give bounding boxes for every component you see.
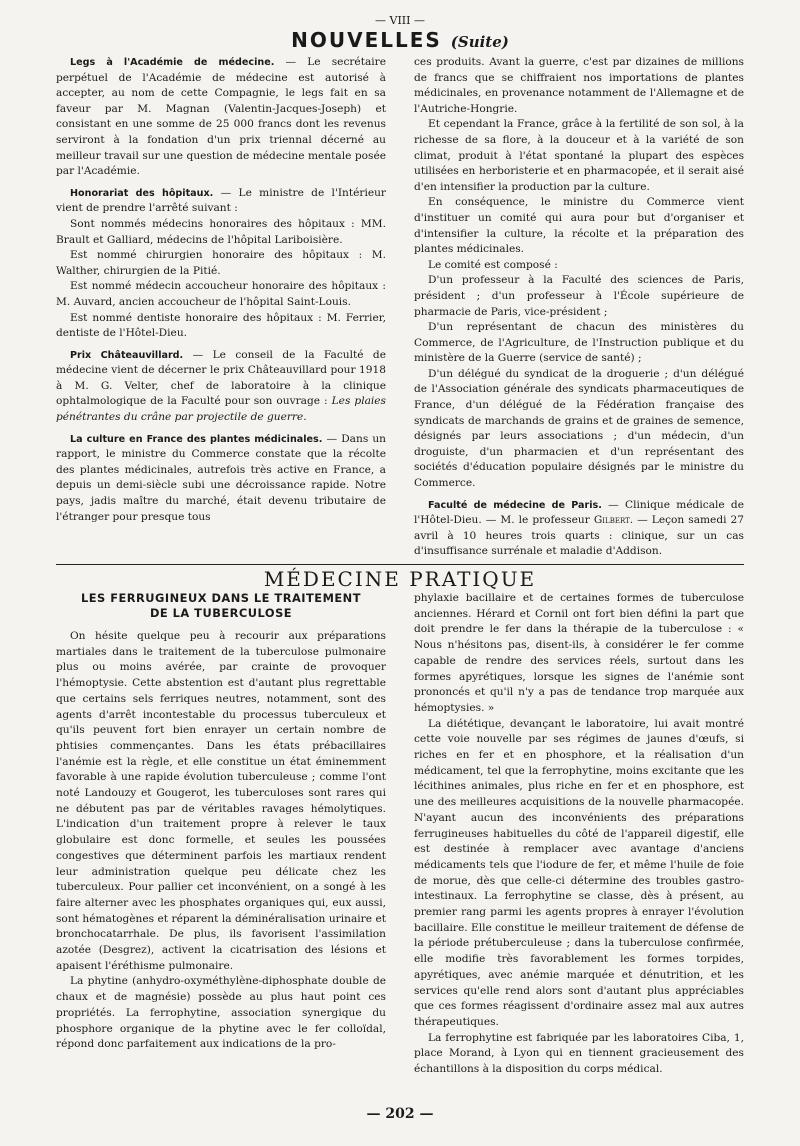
paragraph: La diététique, devançant le laboratoire, lui avait montré cette voie nouvelle par ses régimes de jaunes d'œufs, si riches en fer et en phosphore, et la réalisation d'un médicament, tel que la ferrophytine, moins excitante que les lécithines animales, plus riche en fer et en phosphore, est une des meilleures acquisitions de la nouvelle pharmacopée. N'ayant aucun des inconvénients des préparations ferrugineuses habituelles du côté de l'appareil digestif, elle est destinée à remplacer avec avantage d'anciens médicaments tels que l'iodure de fer, et même l'huile de foie de morue, dès que celle-ci détermine des troubles gastro-intestinaux. La ferrophytine se classe, dès à présent, au premier rang parmi les agents propres à enrayer l'évolution bacillaire. Elle constitue le meilleur traitement de défense de la période prétuberculeuse ; dans la tuberculose confirmée, elle modifie très favorablement les formes torpides, apyrétiques, avec anémie marquée et dénutrition, et les services qu'elle rend alors sont d'autant plus appréciables que ces formes réagissent d'ordinaire assez mal aux autres thérapeutiques. [414,717,744,1028]
paragraph: Est nommé médecin accoucheur honoraire des hôpitaux : M. Auvard, ancien accoucheur de l'hôpital Saint-Louis. [56,280,386,308]
roman-page-number: — VIII — [375,14,425,27]
pratique-left-column [56,591,386,1078]
news-heading: La culture en France des plantes médicinales. [70,433,323,445]
page-number: — 202 — [366,1106,434,1122]
nouvelles-columns [56,55,744,560]
news-heading: Faculté de médecine de Paris. [428,499,602,511]
nouvelles-left-column [56,55,386,560]
paragraph: La ferrophytine est fabriquée par les laboratoires Ciba, 1, place Morand, à Lyon qui en tiennent gracieusement des échantillons à la disposition du corps médical. [414,1031,744,1076]
news-item-prix: Prix Châteauvillard. — Le conseil de la Faculté de médecine vient de décerner le prix Châteauvillard pour 1918 à M. G. Velter, chef de laboratoire à la clinique ophtalmologique de la Faculté pour son ouvrage : Les plaies pénétrantes du crâne par projectile de guerre. [56,348,386,424]
article-title: LES FERRUGINEUX DANS LE TRAITEMENT DE LA TUBERCULOSE [80,591,361,620]
paragraph: Sont nommés médecins honoraires des hôpitaux : MM. Brault et Galliard, médecins de l'hôpital Lariboisière. [56,217,386,246]
section-divider [56,564,744,565]
news-item-culture: La culture en France des plantes médicinales. — Dans un rapport, le ministre du Commerce constate que la récolte des plantes médicinales, autrefois très active en France, a depuis un demi-siècle subi une décroissance rapide. Notre pays, jadis maître du marché, était devenu tributaire de l'étranger pour presque tous [56,432,386,523]
paragraph: On hésite quelque peu à recourir aux préparations martiales dans le traitement de la tuberculose pulmonaire plus ou moins avérée, par crainte de provoquer l'hémoptysie. Cette abstention est d'autant plus regrettable que certains sels ferriques neutres, notamment, sont des agents d'arrêt incontestable du processus tuberculeux et qu'ils peuvent fort bien enrayer un certain nombre de phtisies commençantes. Dans les états prébacillaires l'anémie est la règle, et elle constitue un état éminemment favorable à une rapide évolution tuberculeuse ; comme l'ont noté Landouzy et Gougerot, les tuberculoses sont rares qui ne débutent pas par de véritables ravages hémolytiques. L'indication d'un traitement propre à relever le taux globulaire est donc formelle, et seules les poussées congestives que déterminent parfois les martiaux rendent leur administration quelque peu délicate chez les tuberculeux. Pour pallier cet inconvénient, on a songé à les faire alterner avec les phosphates organiques qui, eux aussi, sont hématogènes et réparent la déminéralisation urinaire et bronchocatarrhale. De plus, ils favorisent l'assimilation azotée (Desgrez), activent la cicatrisation des lésions et apaisent l'éréthisme pulmonaire. [56,630,386,972]
paragraph: Le comité est composé : [428,258,558,271]
book-title: Les plaies pénétrantes du crâne par projectile de guerre. [56,395,386,424]
news-heading: Prix Châteauvillard. [70,349,184,361]
journal-page [56,14,744,1134]
nouvelles-right-column [414,55,744,560]
news-heading: Honorariat des hôpitaux. [70,187,214,199]
paragraph: Et cependant la France, grâce à la fertilité de son sol, à la richesse de sa flore, à la douceur et à la variété de son climat, produit à l'état spontané la plupart des espèces utilisées en herboristerie et en pharmacopée, et il serait aisé d'en intensifier la production par la culture. [414,118,744,193]
news-heading: Legs à l'Académie de médecine. [70,57,275,68]
section-suite: (Suite) [450,33,509,51]
section-title-text: NOUVELLES [291,28,442,52]
section-title-nouvelles [56,28,744,54]
pratique-columns [56,591,744,1078]
professor-name: Gilbert [593,514,630,527]
paragraph: Est nommé dentiste honoraire des hôpitaux : M. Ferrier, dentiste de l'Hôtel-Dieu. [56,311,386,340]
paragraph: Est nommé chirurgien honoraire des hôpitaux : M. Walther, chirurgien de la Pitié. [56,249,386,277]
news-item-honorariat: Honorariat des hôpitaux. — Le ministre de l'Intérieur vient de prendre l'arrêté suivant : [56,186,387,215]
paragraph: phylaxie bacillaire et de certaines formes de tuberculose anciennes. Hérard et Cornil ont fort bien défini la part que doit prendre le fer dans la thérapie de la tuberculose : « Nous n'hésitons pas, disent-ils, à considérer le fer comme capable de rendre des services réels, surtout dans les formes apyrétiques, lorsque les signes de l'anémie sont prononcés et qu'il n'y a pas de tendance trop marquée aux hémoptysies. » [414,592,744,714]
pratique-right-column [414,591,744,1078]
paragraph: ces produits. Avant la guerre, c'est par dizaines de millions de francs que se chiffraient nos importations de plantes médicinales, en provenance notamment de l'Allemagne et de l'Autriche-Hongrie. [414,56,744,115]
paragraph: D'un délégué du syndicat de la droguerie ; d'un délégué de l'Association générale des syndicats pharmaceutiques de France, d'un délégué de la Fédération française des syndicats de marchands de grains et de graines de semence, désignés par leurs associations ; d'un médecin, d'un droguiste, d'un pharmacien et d'un représentant des sociétés d'éducation populaire désignés par le ministre du Commerce. [414,367,744,490]
news-item-legs: Legs à l'Académie de médecine. — Le secrétaire perpétuel de l'Académie de médecine est autorisé à accepter, au nom de cette Compagnie, le legs fait en sa faveur par M. Magnan (Valentin-Jacques-Joseph) et consistant en une somme de 25 000 francs dont les revenus serviront à la fondation d'un prix triennal décerné au meilleur travail sur une question de médecine mentale posée par l'Académie. [56,56,386,178]
section-title-pratique: MÉDECINE PRATIQUE [263,567,537,591]
paragraph: En conséquence, le ministre du Commerce vient d'instituer un comité qui aura pour but d'organiser et d'intensifier la culture, la récolte et la préparation des plantes médicinales. [414,196,744,256]
paragraph: D'un professeur à la Faculté des sciences de Paris, président ; d'un professeur à l'École supérieure de pharmacie de Paris, vice-président ; [414,274,744,318]
news-item-faculte: Faculté de médecine de Paris. — Clinique médicale de l'Hôtel-Dieu. — M. le professeur Gilbert. — Leçon samedi 27 avril à 10 heures trois quarts : clinique, sur un cas d'insuffisance surrénale et maladie d'Addison. [414,498,744,558]
paragraph: La phytine (anhydro-oxyméthylène-diphosphate double de chaux et de magnésie) possède au plus haut point ces propriétés. La ferrophytine, association synergique du phosphore organique de la phytine avec le fer colloïdal, répond donc parfaitement aux indications de la pro- [56,975,386,1051]
paragraph: D'un représentant de chacun des ministères du Commerce, de l'Agriculture, de l'Instruction publique et du ministère de la Guerre (service de santé) ; [414,321,744,365]
